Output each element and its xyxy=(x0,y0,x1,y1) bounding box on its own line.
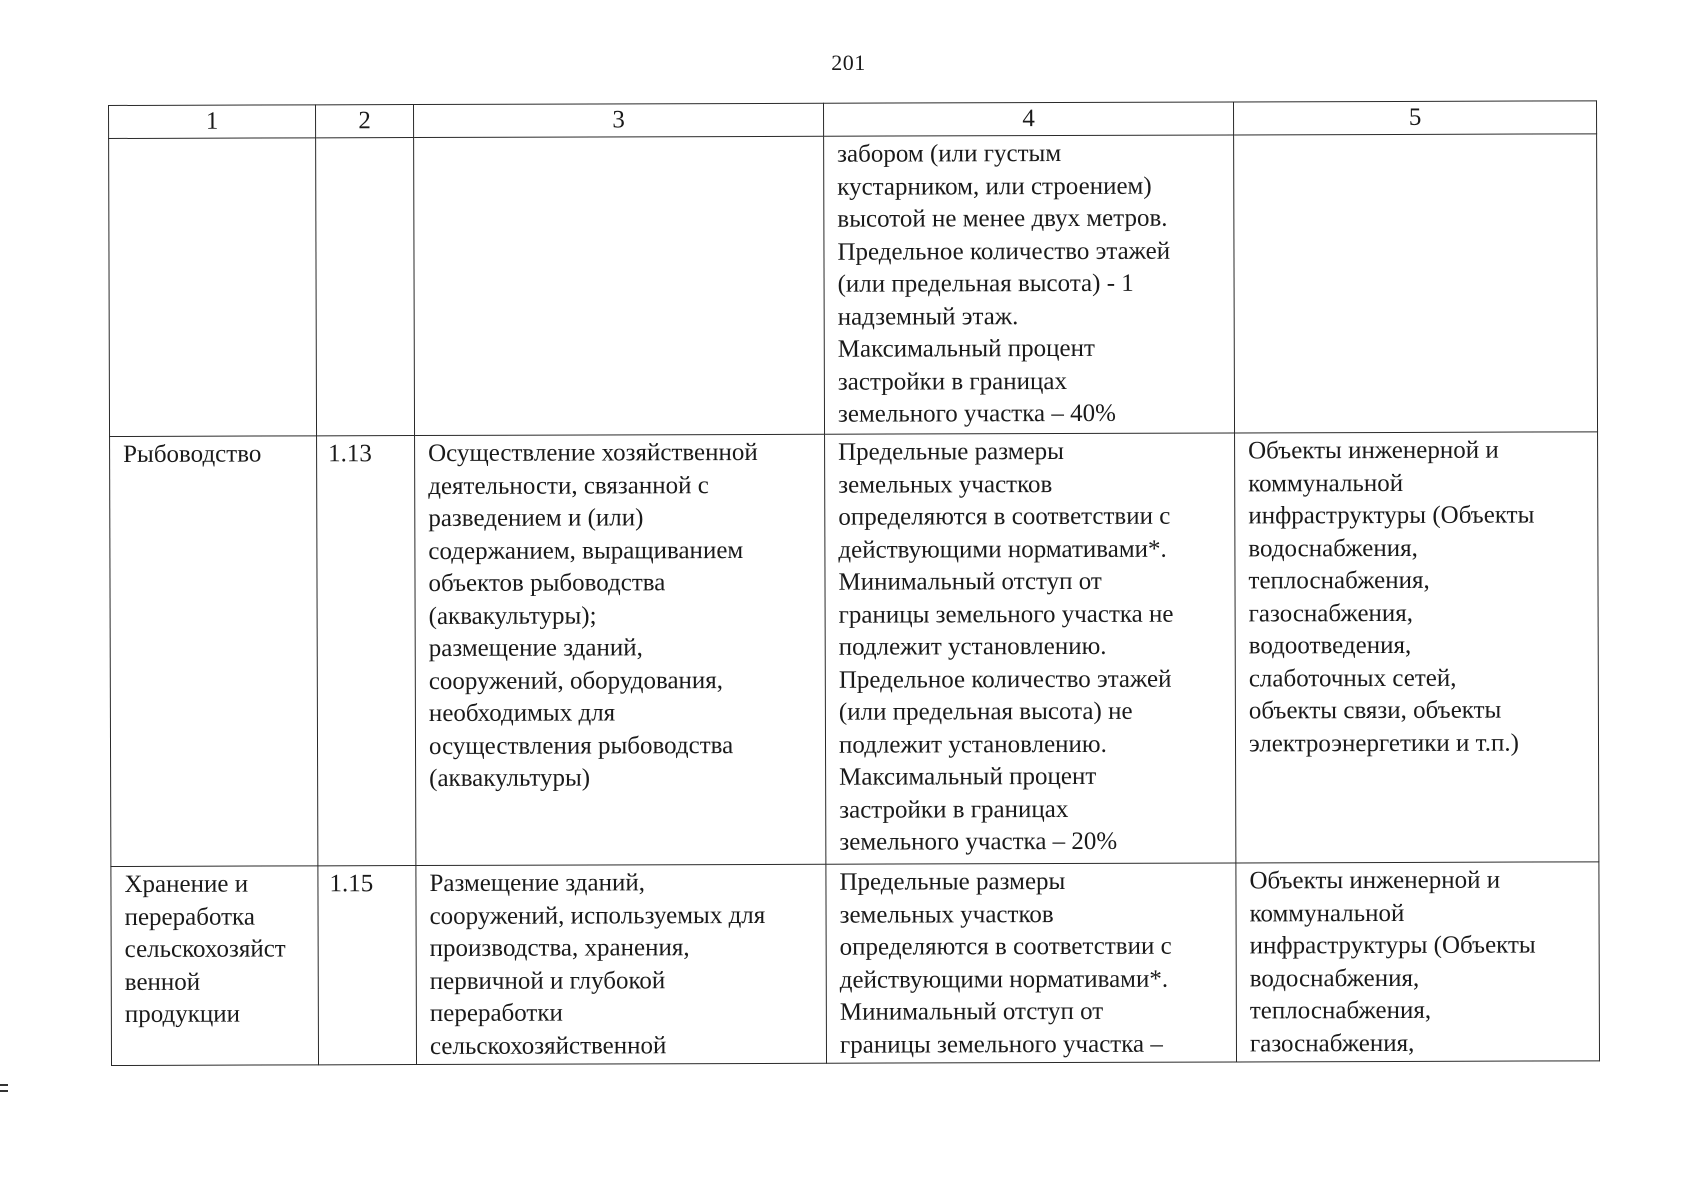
column-header-1: 1 xyxy=(109,105,316,139)
column-header-5: 5 xyxy=(1233,101,1596,135)
land-use-name-cell xyxy=(109,138,317,437)
objects-text: Объекты инженерной и коммунальной инфраструктуры (Объекты водоснабжения, теплоснабжения, газоснабжения, xyxy=(1249,866,1536,1057)
scan-edge-mark xyxy=(0,1084,8,1098)
parameters-text: забором (или густым кустарником, или строением) высотой не менее двух метров. Предельное количество этажей (или предельная высота) - 1 надземный этаж. Максимальный процент застройки в границах земельного участка – 40% xyxy=(837,140,1171,428)
parameters-cell xyxy=(825,433,1236,864)
land-use-code-cell xyxy=(316,138,415,436)
regulations-table xyxy=(108,100,1600,1066)
parameters-text: Предельные размеры земельных участков определяются в соответствии с действующими нормативами*. Минимальный отступ от границы земельного участка не подлежит установлению. Предельное количество этажей (или предельная высота) не подлежит установлению. Максимальный процент застройки в границах земельного участка – 20% xyxy=(838,437,1174,856)
land-use-name xyxy=(122,140,309,141)
table-header-row xyxy=(109,101,1597,139)
objects-text: Объекты инженерной и коммунальной инфраструктуры (Объекты водоснабжения, теплоснабжения, газоснабжения, водоотведения, слаботочных сетей, объекты связи, объекты электроэнергетики и т.п.) xyxy=(1248,436,1535,757)
table-row xyxy=(110,432,1599,867)
land-use-name: Рыбоводство xyxy=(123,440,262,468)
land-use-description-cell xyxy=(415,434,826,865)
objects-cell xyxy=(1235,432,1599,863)
parameters-cell xyxy=(826,863,1237,1063)
table-row xyxy=(109,134,1598,437)
land-use-code-cell xyxy=(318,866,417,1065)
land-use-description-cell xyxy=(414,136,825,435)
regulations-table-container xyxy=(108,100,1599,1066)
objects-cell xyxy=(1234,134,1598,433)
land-use-description: Осуществление хозяйственной деятельности, связанной с разведением и (или) содержанием, выращиванием объектов рыбоводства (аквакультуры); размещение зданий, сооружений, оборудования, необходимых для осуществления рыбоводства (аквакультуры) xyxy=(428,438,758,792)
land-use-code: 1.15 xyxy=(329,870,374,898)
land-use-name-cell xyxy=(110,436,318,867)
column-header-3: 3 xyxy=(414,103,824,137)
land-use-name-cell xyxy=(111,866,319,1066)
land-use-name: Хранение и переработка сельскохозяйст венной продукции xyxy=(124,870,286,1028)
land-use-description: Размещение зданий, сооружений, используемых для производства, хранения, первичной и глубокой переработки сельскохозяйственной xyxy=(429,869,766,1060)
land-use-code-cell xyxy=(317,436,416,866)
table-row xyxy=(111,862,1600,1066)
land-use-code: 1.13 xyxy=(328,440,372,468)
parameters-text: Предельные размеры земельных участков определяются в соответствии с действующими нормативами*. Минимальный отступ от границы земельного участка – xyxy=(839,867,1172,1059)
land-use-description-cell xyxy=(416,864,827,1064)
column-header-2: 2 xyxy=(316,105,414,138)
land-use-description xyxy=(427,139,817,140)
parameters-cell xyxy=(824,135,1235,434)
objects-text xyxy=(1247,136,1590,137)
page-number: 201 xyxy=(831,50,866,75)
column-header-4: 4 xyxy=(823,102,1233,136)
objects-cell xyxy=(1236,862,1600,1062)
